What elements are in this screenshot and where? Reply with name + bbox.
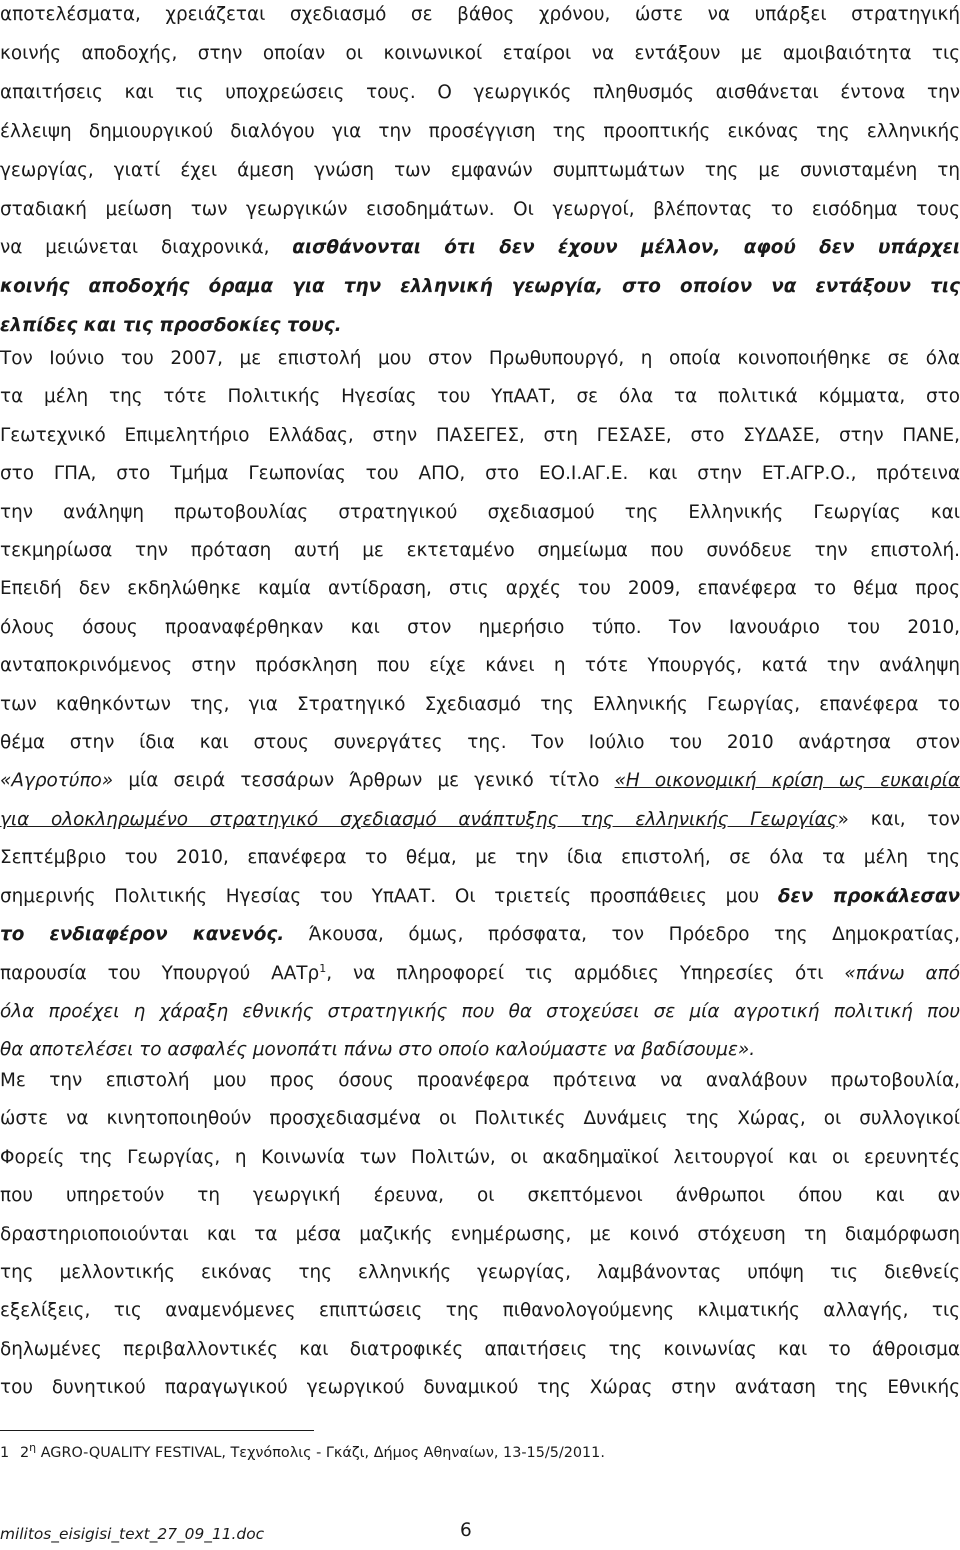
text-line: αποτελέσματα, χρειάζεται σχεδιασμό σε βάθος χρόνου, ώστε να υπάρξει στρατηγική xyxy=(0,4,960,25)
article-title: για ολοκληρωμένο στρατηγικό σχεδιασμό ανάπτυξης της ελληνικής Γεωργίας xyxy=(0,808,838,830)
paragraph-2 xyxy=(0,340,960,1070)
text-line: της μελλοντικής εικόνας της ελληνικής γεωργίας, λαμβάνοντας υπόψη τις διεθνείς xyxy=(0,1262,960,1284)
text-run: σημερινής Πολιτικής Ηγεσίας του ΥπΑΑΤ. Οι τριετείς προσπάθειες μου xyxy=(0,885,778,907)
text-run: μία σειρά τεσσάρων Άρθρων με γενικό τίτλο xyxy=(113,770,615,792)
text-run: να μειώνεται διαχρονικά, xyxy=(0,237,293,259)
text-line: στο ΓΠΑ, στο Τμήμα Γεωπονίας του ΑΠΟ, στο ΕΟ.Ι.ΑΓ.Ε. και στην ΕΤ.ΑΓΡ.Ο., πρότεινα xyxy=(0,463,960,485)
text-line: ανταποκρινόμενος στην πρόσκληση που είχε κάνει η τότε Υπουργός, κατά την ανάληψη xyxy=(0,655,960,677)
emphasis-text: αισθάνονται ότι δεν έχουν μέλλον, αφού δεν υπάρχει xyxy=(292,237,960,259)
text-line: εξελίξεις, τις αναμενόμενες επιπτώσεις της πιθανολογούμενης κλιματικής αλλαγής, τις xyxy=(0,1300,960,1322)
text-line xyxy=(0,878,960,916)
footnote xyxy=(0,1441,605,1465)
text-line: σταδιακή μείωση των γεωργικών εισοδημάτων. Οι γεωργοί, βλέποντας το εισόδημα τους xyxy=(0,198,960,220)
footnote-ordinal: 2 xyxy=(20,1445,30,1461)
text-line: ώστε να κινητοποιηθούν προσχεδιασμένα οι Πολιτικές Δυνάμεις της Χώρας, οι συλλογικοί xyxy=(0,1108,960,1130)
text-line: τεκμηρίωσα την πρόταση αυτή με εκτεταμένο σημείωμα που συνόδευε την επιστολή. xyxy=(0,540,960,562)
emphasis-text: δεν προκάλεσαν xyxy=(777,885,960,907)
text-line: δραστηριοποιούνται και τα μέσα μαζικής ενημέρωσης, με κοινό στόχευση τη διαμόρφωση xyxy=(0,1223,960,1245)
text-run: παρουσία του Υπουργού ΑΑΤρ xyxy=(0,962,320,984)
text-line: Με την επιστολή μου προς όσους προανέφερα πρότεινα να αναλάβουν πρωτοβουλία, xyxy=(0,1070,960,1091)
text-line: Επειδή δεν εκδηλώθηκε καμία αντίδραση, στις αρχές του 2009, επανέφερα το θέμα προς xyxy=(0,578,960,600)
text-line: που υπηρετούν τη γεωργική έρευνα, οι σκεπτόμενοι άνθρωποι όπου και αν xyxy=(0,1185,960,1207)
footnote-separator xyxy=(0,1430,314,1431)
paragraph-3 xyxy=(0,1062,960,1408)
text-line: Φορείς της Γεωργίας, η Κοινωνία των Πολιτών, οι ακαδημαϊκοί λειτουργοί και οι ερευνητές xyxy=(0,1146,960,1168)
quote-text: «πάνω από xyxy=(844,962,960,984)
text-run: , να πληροφορεί τις αρμόδιες Υπηρεσίες ότι xyxy=(326,962,845,984)
text-line: θέμα στην ίδια και στους συνεργάτες της. Τον Ιούλιο του 2010 ανάρτησα στον xyxy=(0,732,960,754)
footnote-text: AGRO-QUALITY FESTIVAL, Τεχνόπολις - Γκάζι, Δήμος Αθηναίων, 13-15/5/2011. xyxy=(36,1445,605,1461)
text-line xyxy=(0,801,960,839)
text-line: δηλωμένες περιβαλλοντικές και διατροφικές απαιτήσεις της κοινωνίας και το άθροισμα xyxy=(0,1338,960,1360)
text-run: Άκουσα, όμως, πρόσφατα, τον Πρόεδρο της Δημοκρατίας, xyxy=(284,924,960,946)
footer-filename: militos_eisigisi_text_27_09_11.doc xyxy=(0,1525,265,1543)
page-number: 6 xyxy=(460,1520,472,1541)
text-line xyxy=(0,916,960,954)
text-line xyxy=(0,955,960,993)
text-line: έλλειψη δημιουργικού διαλόγου για την προσέγγιση της προοπτικής εικόνας της ελληνικής xyxy=(0,120,960,142)
footnote-ordinal-suffix: η xyxy=(29,1441,37,1455)
text-line: κοινής αποδοχής, στην οποίαν οι κοινωνικοί εταίροι να εντάξουν με αμοιβαιότητα τις xyxy=(0,42,960,64)
paragraph-1 xyxy=(0,0,960,346)
text-line xyxy=(0,762,960,800)
text-line: απαιτήσεις και τις υποχρεώσεις τους. Ο γεωργικός πληθυσμός αισθάνεται έντονα την xyxy=(0,81,960,103)
text-line xyxy=(0,229,960,268)
text-run: » και, τον xyxy=(837,808,960,830)
emphasis-text: ελπίδες και τις προσδοκίες τους. xyxy=(0,315,342,337)
text-line: τα μέλη της τότε Πολιτικής Ηγεσίας του ΥπΑΑΤ, σε όλα τα πολιτικά κόμματα, στο xyxy=(0,386,960,408)
text-line: των καθηκόντων της, για Στρατηγικό Σχεδιασμό της Ελληνικής Γεωργίας, επανέφερα το xyxy=(0,693,960,715)
text-line: την ανάληψη πρωτοβουλίας στρατηγικού σχεδιασμού της Ελληνικής Γεωργίας και xyxy=(0,501,960,523)
text-line: Σεπτέμβριο του 2010, επανέφερα το θέμα, με την ίδια επιστολή, σε όλα τα μέλη της xyxy=(0,847,960,869)
publication-name: «Αγροτύπο» xyxy=(0,770,114,792)
footnote-reference: 1 xyxy=(319,961,327,975)
quote-text: θα αποτελέσει το ασφαλές μονοπάτι πάνω στο οποίο καλούμαστε να βαδίσουμε». xyxy=(0,1039,756,1061)
article-title: «Η οικονομική κρίση ως ευκαιρία xyxy=(614,770,960,792)
text-line: Τον Ιούνιο του 2007, με επιστολή μου στον Πρωθυπουργό, η οποία κοινοποιήθηκε σε όλα xyxy=(0,348,960,369)
emphasis-text: το ενδιαφέρον κανενός. xyxy=(0,924,285,946)
text-line: Γεωτεχνικό Επιμελητήριο Ελλάδας, στην ΠΑΣΕΓΕΣ, στη ΓΕΣΑΣΕ, στο ΣΥΔΑΣΕ, στην ΠΑΝΕ, xyxy=(0,424,960,446)
quote-text: όλα προέχει η χάραξη εθνικής στρατηγικής που θα στοχεύσει σε μία αγροτική πολιτική που xyxy=(0,1000,960,1022)
text-line: του δυνητικού παραγωγικού γεωργικού δυναμικού της Χώρας στην ανάταση της Εθνικής xyxy=(0,1377,960,1399)
emphasis-text: κοινής αποδοχής όραμα για την ελληνική γεωργία, στο οποίον να εντάξουν τις xyxy=(0,276,960,298)
text-line: όλους όσους προαναφέρθηκαν και στον ημερήσιο τύπο. Τον Ιανουάριο του 2010, xyxy=(0,616,960,638)
text-line: γεωργίας, γιατί έχει άμεση γνώση των εμφανών συμπτωμάτων της με συνισταμένη τη xyxy=(0,159,960,181)
footnote-number: 1 xyxy=(0,1445,10,1461)
